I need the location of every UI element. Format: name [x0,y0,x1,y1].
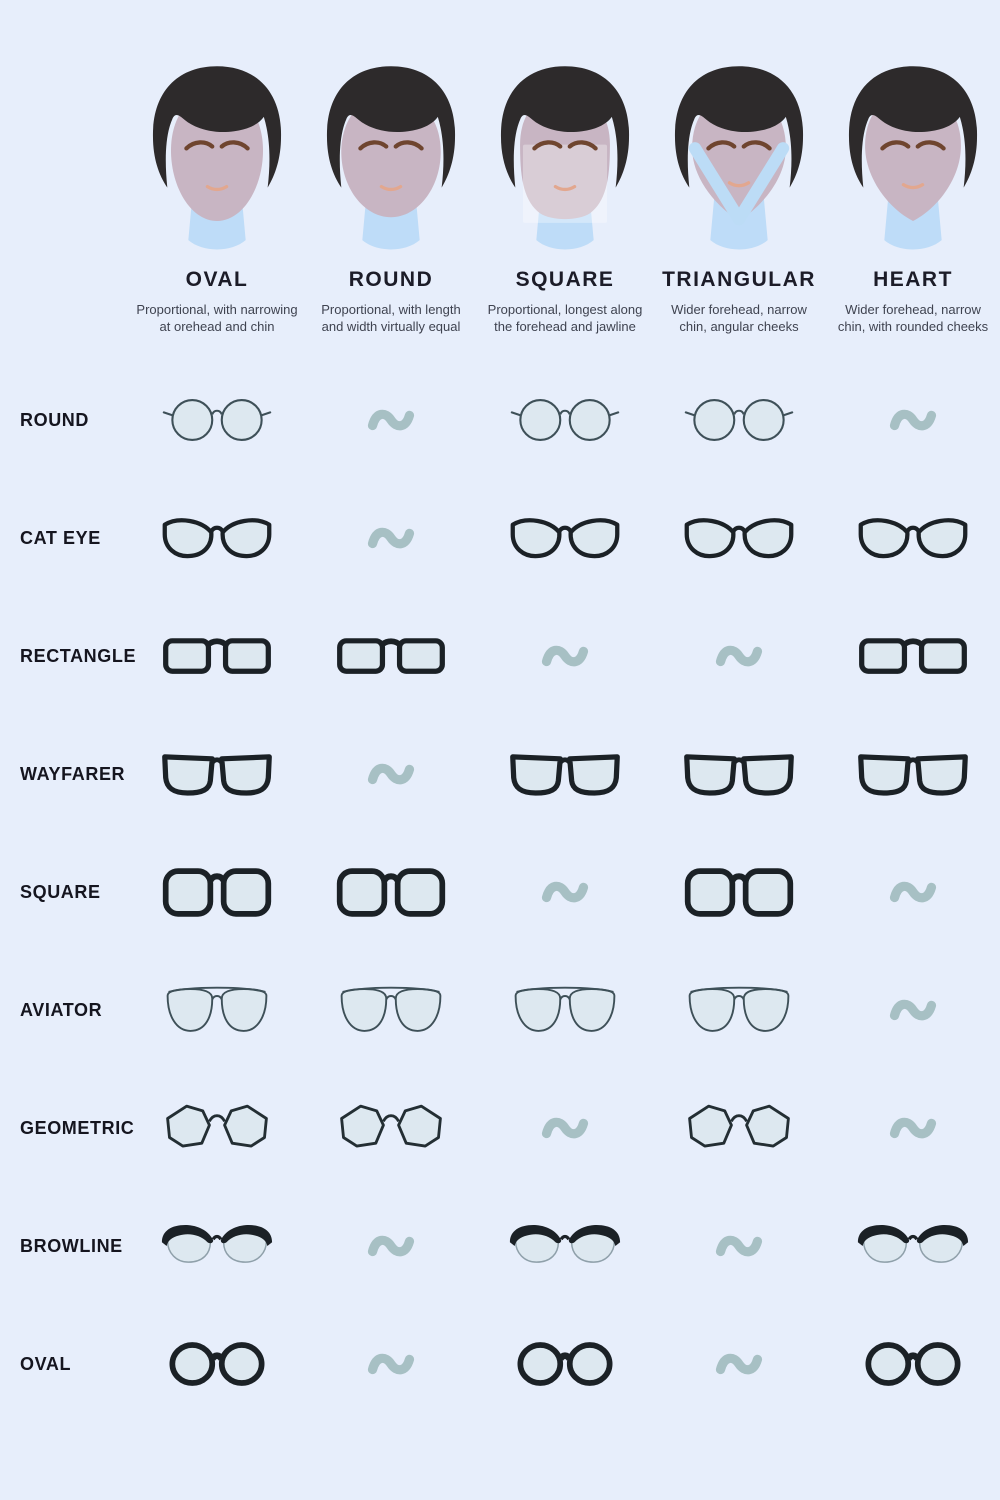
header-spacer [0,56,130,335]
matrix-cell [826,744,1000,804]
geometric-glasses-icon [682,1098,796,1158]
matrix-cell [652,980,826,1040]
matrix-cell [652,1345,826,1383]
browline-glasses-icon [508,1216,622,1276]
matrix-cell [826,508,1000,568]
matrix-cell [652,1098,826,1158]
tilde-icon [367,755,415,793]
matrix-cell [652,1227,826,1265]
round-glasses-icon [682,390,796,450]
matrix-row-round [0,361,1000,479]
face-column-round [304,56,478,335]
matrix-cell [304,1345,478,1383]
tilde-icon [541,873,589,911]
matrix-row-cateye [0,479,1000,597]
matrix-row-wayfarer [0,715,1000,833]
matrix-cell [478,508,652,568]
matrix-cell [652,637,826,675]
cateye-glasses-icon [508,508,622,568]
glasses-type-label: BROWLINE [20,1235,123,1256]
matrix-cell [826,1334,1000,1394]
matrix-cell [304,519,478,557]
cateye-glasses-icon [160,508,274,568]
glasses-type-label: GEOMETRIC [20,1117,135,1138]
matrix-row-rectangle [0,597,1000,715]
face-shape-name: SQUARE [515,268,615,291]
matrix-cell [652,744,826,804]
aviator-glasses-icon [682,980,796,1040]
compatibility-matrix [0,361,1000,1423]
matrix-cell [478,873,652,911]
round-face-illustration [305,56,477,258]
tilde-icon [715,1345,763,1383]
face-column-oval [130,56,304,335]
face-shape-name: TRIANGULAR [662,268,816,291]
glasses-type-label: OVAL [20,1353,72,1374]
tilde-icon [889,991,937,1029]
matrix-row-square [0,833,1000,951]
wayfarer-glasses-icon [508,744,622,804]
face-shape-name: ROUND [348,268,434,291]
wayfarer-glasses-icon [856,744,970,804]
matrix-cell [826,1109,1000,1147]
glasses-type-label: ROUND [20,409,89,430]
matrix-row-oval [0,1305,1000,1423]
matrix-cell [478,390,652,450]
glasses-type-label: RECTANGLE [20,645,137,666]
matrix-cell [826,1216,1000,1276]
matrix-cell [304,626,478,686]
geometric-glasses-icon [334,1098,448,1158]
square-glasses-icon [334,862,448,922]
triangular-face-illustration [653,56,825,258]
oval-glasses-icon [160,1334,274,1394]
rectangle-glasses-icon [334,626,448,686]
tilde-icon [541,637,589,675]
matrix-cell [130,744,304,804]
oval-glasses-icon [508,1334,622,1394]
heart-face-illustration [827,56,999,258]
rectangle-glasses-icon [160,626,274,686]
matrix-row-browline [0,1187,1000,1305]
matrix-cell [130,1216,304,1276]
rectangle-glasses-icon [856,626,970,686]
aviator-glasses-icon [508,980,622,1040]
matrix-cell [826,991,1000,1029]
tilde-icon [715,1227,763,1265]
tilde-icon [715,637,763,675]
matrix-cell [478,744,652,804]
matrix-cell [130,508,304,568]
glasses-type-label: WAYFARER [20,763,126,784]
matrix-cell [304,1227,478,1265]
wayfarer-glasses-icon [160,744,274,804]
matrix-cell [130,1334,304,1394]
face-shapes-header [0,0,1000,335]
face-shape-description: Wider forehead, narrow chin, angular cheeks [671,302,807,335]
matrix-cell [478,1216,652,1276]
cateye-glasses-icon [856,508,970,568]
matrix-cell [826,626,1000,686]
glasses-type-label: CAT EYE [20,527,101,548]
browline-glasses-icon [856,1216,970,1276]
tilde-icon [889,401,937,439]
tilde-icon [367,519,415,557]
browline-glasses-icon [160,1216,274,1276]
face-column-square [478,56,652,335]
matrix-cell [304,980,478,1040]
matrix-cell [130,390,304,450]
matrix-row-geometric [0,1069,1000,1187]
aviator-glasses-icon [334,980,448,1040]
cateye-glasses-icon [682,508,796,568]
matrix-cell [652,508,826,568]
matrix-cell [304,755,478,793]
glasses-type-label: SQUARE [20,881,101,902]
face-shape-name: HEART [873,268,953,291]
matrix-cell [130,980,304,1040]
round-glasses-icon [508,390,622,450]
matrix-cell [304,862,478,922]
tilde-icon [367,401,415,439]
square-glasses-icon [160,862,274,922]
matrix-cell [826,401,1000,439]
matrix-cell [478,1334,652,1394]
tilde-icon [367,1227,415,1265]
matrix-row-aviator [0,951,1000,1069]
square-face-illustration [479,56,651,258]
face-shape-description: Proportional, longest along the forehead and jawline [487,302,643,335]
aviator-glasses-icon [160,980,274,1040]
face-column-triangular [652,56,826,335]
oval-face-illustration [131,56,303,258]
geometric-glasses-icon [160,1098,274,1158]
oval-glasses-icon [856,1334,970,1394]
tilde-icon [367,1345,415,1383]
tilde-icon [541,1109,589,1147]
matrix-cell [652,862,826,922]
matrix-cell [478,1109,652,1147]
matrix-cell [130,626,304,686]
face-shape-description: Proportional, with narrowing at orehead and chin [136,302,298,335]
tilde-icon [889,873,937,911]
square-glasses-icon [682,862,796,922]
matrix-cell [478,637,652,675]
matrix-cell [478,980,652,1040]
wayfarer-glasses-icon [682,744,796,804]
matrix-cell [304,1098,478,1158]
face-column-heart [826,56,1000,335]
round-glasses-icon [160,390,274,450]
face-shape-name: OVAL [185,268,249,291]
glasses-type-label: AVIATOR [20,999,103,1020]
matrix-cell [130,1098,304,1158]
tilde-icon [889,1109,937,1147]
matrix-cell [304,401,478,439]
face-shape-description: Proportional, with length and width virtually equal [321,302,461,335]
matrix-cell [130,862,304,922]
matrix-cell [826,873,1000,911]
face-shape-description: Wider forehead, narrow chin, with rounded cheeks [837,302,989,335]
matrix-cell [652,390,826,450]
